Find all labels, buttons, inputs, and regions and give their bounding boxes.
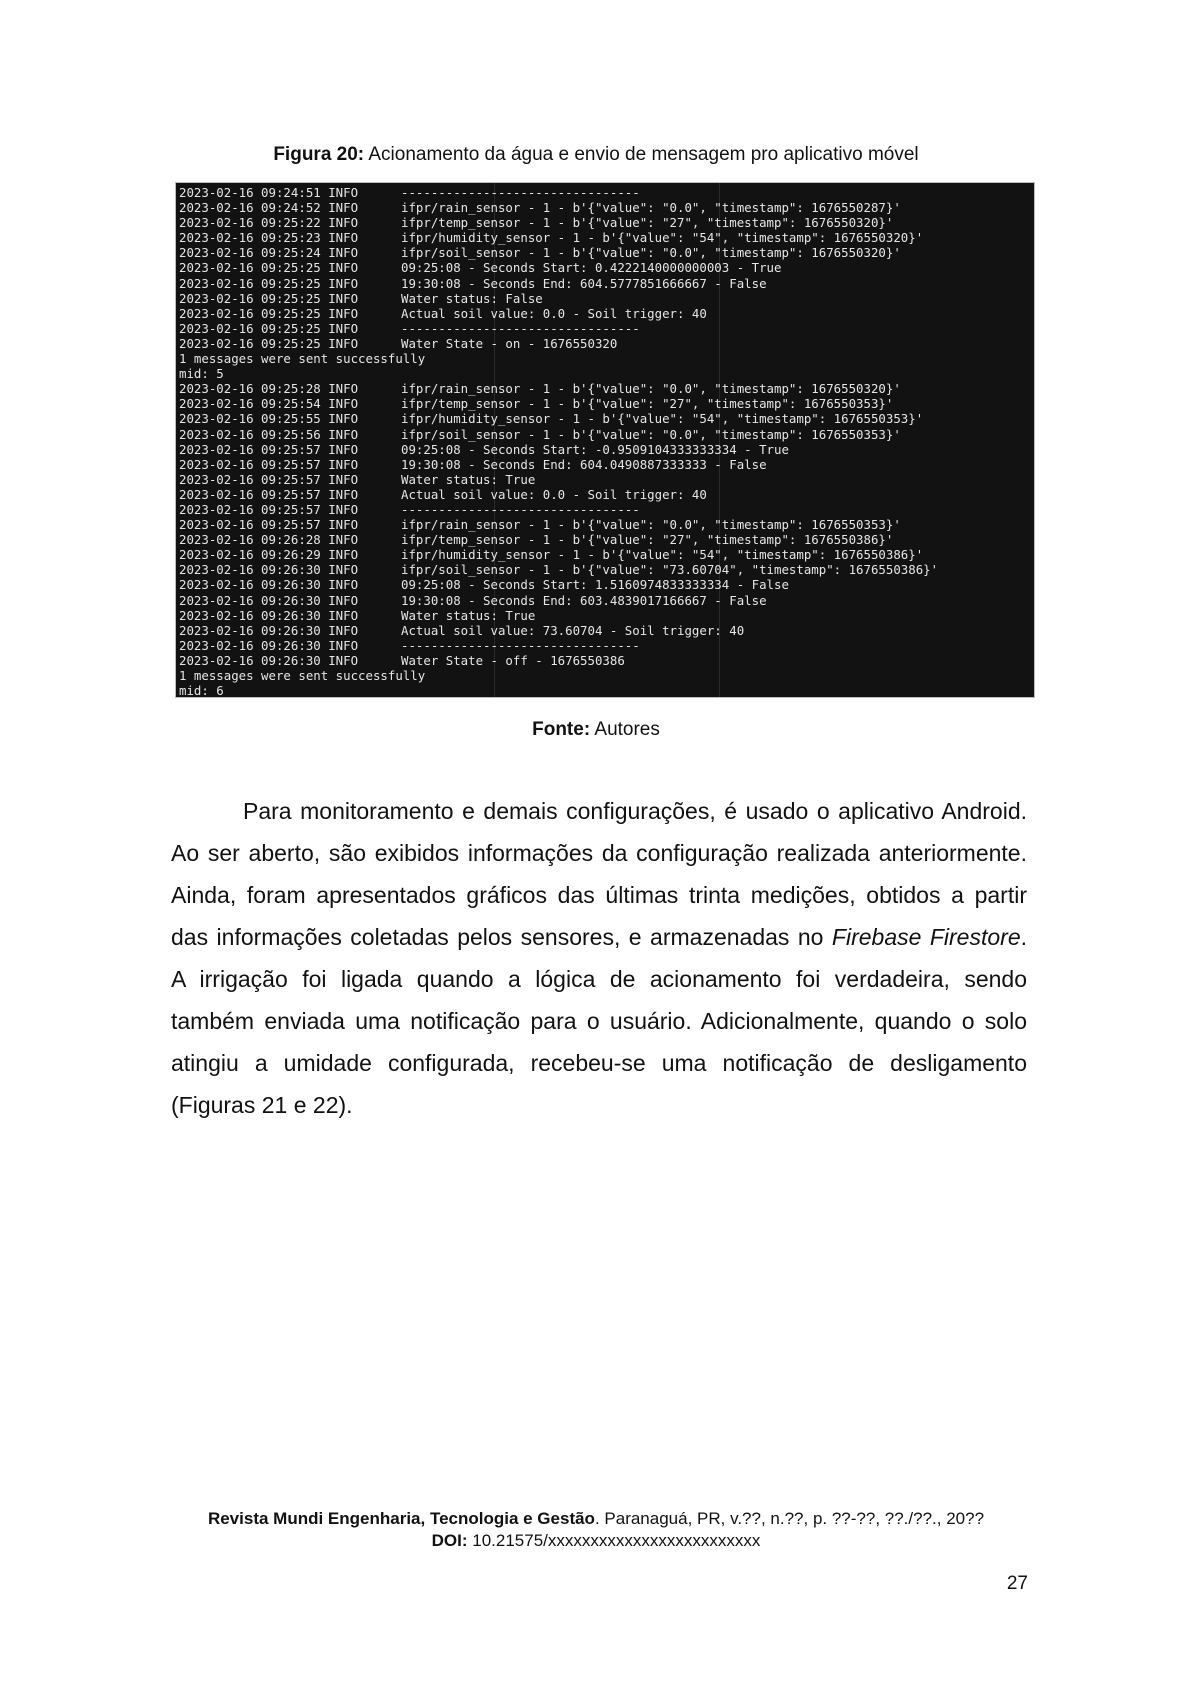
log-timestamp: 2023-02-16 09:26:28 INFO <box>179 532 359 548</box>
log-timestamp: 2023-02-16 09:25:55 INFO <box>179 411 359 427</box>
source-label: Fonte: <box>532 719 591 740</box>
terminal-screenshot <box>175 182 1035 698</box>
log-message: ifpr/humidity_sensor - 1 - b'{"value": "54", "timestamp": 1676550353}' <box>401 411 924 427</box>
log-message: ifpr/temp_sensor - 1 - b'{"value": "27", "timestamp": 1676550320}' <box>401 215 894 231</box>
terminal-line <box>179 562 938 577</box>
log-message: 19:30:08 - Seconds End: 604.5777851666667 - False <box>401 275 767 291</box>
log-message: Actual soil value: 0.0 - Soil trigger: 40 <box>401 486 707 502</box>
log-message: ifpr/humidity_sensor - 1 - b'{"value": "54", "timestamp": 1676550320}' <box>401 230 924 246</box>
doi-label: DOI: <box>431 1531 468 1550</box>
terminal-line <box>179 683 938 698</box>
log-message: 1 messages were sent successfully <box>179 668 426 683</box>
terminal-line <box>179 593 938 608</box>
figure-caption <box>0 143 1192 167</box>
log-message: ifpr/rain_sensor - 1 - b'{"value": "0.0", "timestamp": 1676550353}' <box>401 517 901 533</box>
terminal-line <box>179 396 938 411</box>
log-message: -------------------------------- <box>401 637 640 653</box>
log-message: Actual soil value: 0.0 - Soil trigger: 40 <box>401 305 707 321</box>
body-part2: . A irrigação foi ligada quando a lógica de acionamento foi verdadeira, sendo também enviada uma notificação para o usuário. Adicionalmente, quando o solo atingiu a umidade configurada, recebeu-se uma notificação de desligamento (Figuras 21 e 22). <box>171 924 1027 1118</box>
terminal-line <box>179 638 938 653</box>
log-message: mid: 6 <box>179 683 224 698</box>
body-paragraph <box>171 790 1027 1126</box>
source-value: Autores <box>594 719 660 740</box>
body-italic: Firebase Firestore <box>831 924 1021 950</box>
terminal-line <box>179 185 938 200</box>
log-timestamp: 2023-02-16 09:25:57 INFO <box>179 441 359 457</box>
log-timestamp: 2023-02-16 09:26:30 INFO <box>179 577 359 593</box>
log-timestamp: 2023-02-16 09:25:25 INFO <box>179 320 359 336</box>
log-message: Water status: False <box>401 290 543 306</box>
terminal-line <box>179 366 938 381</box>
log-message: ifpr/temp_sensor - 1 - b'{"value": "27", "timestamp": 1676550353}' <box>401 396 894 412</box>
terminal-line <box>179 502 938 517</box>
log-timestamp: 2023-02-16 09:25:23 INFO <box>179 230 359 246</box>
terminal-log <box>179 185 938 698</box>
log-message: ifpr/soil_sensor - 1 - b'{"value": "73.60704", "timestamp": 1676550386}' <box>401 562 939 578</box>
log-timestamp: 2023-02-16 09:25:28 INFO <box>179 381 359 397</box>
terminal-line <box>179 351 938 366</box>
page-number: 27 <box>1006 1573 1028 1594</box>
terminal-line <box>179 215 938 230</box>
terminal-line <box>179 336 938 351</box>
log-message: 09:25:08 - Seconds Start: -0.9509104333333334 - True <box>401 441 789 457</box>
log-message: ifpr/humidity_sensor - 1 - b'{"value": "54", "timestamp": 1676550386}' <box>401 547 924 563</box>
terminal-line <box>179 442 938 457</box>
terminal-line <box>179 457 938 472</box>
log-timestamp: 2023-02-16 09:25:57 INFO <box>179 486 359 502</box>
log-message: -------------------------------- <box>401 320 640 336</box>
terminal-line <box>179 200 938 215</box>
log-message: -------------------------------- <box>401 501 640 517</box>
log-message: ifpr/soil_sensor - 1 - b'{"value": "0.0", "timestamp": 1676550353}' <box>401 426 901 442</box>
log-timestamp: 2023-02-16 09:25:57 INFO <box>179 471 359 487</box>
terminal-line <box>179 245 938 260</box>
log-timestamp: 2023-02-16 09:25:25 INFO <box>179 260 359 276</box>
log-message: Water State - off - 1676550386 <box>401 652 625 668</box>
terminal-line <box>179 472 938 487</box>
log-message: mid: 5 <box>179 366 224 382</box>
log-timestamp: 2023-02-16 09:25:57 INFO <box>179 517 359 533</box>
body-part1: Para monitoramento e demais configurações, é usado o aplicativo Android. Ao ser aberto, são exibidos informações da configuração realizada anteriormente. Ainda, foram apresentados gráficos das últimas trinta medições, obtidos a partir das informações coletadas pelos sensores, e armazenadas no <box>171 798 1027 950</box>
log-timestamp: 2023-02-16 09:26:29 INFO <box>179 547 359 563</box>
log-timestamp: 2023-02-16 09:24:52 INFO <box>179 200 359 216</box>
terminal-line <box>179 653 938 668</box>
terminal-line <box>179 381 938 396</box>
log-message: Actual soil value: 73.60704 - Soil trigger: 40 <box>401 622 745 638</box>
log-message: Water status: True <box>401 471 536 487</box>
log-message: 19:30:08 - Seconds End: 604.0490887333333 - False <box>401 456 767 472</box>
terminal-line <box>179 532 938 547</box>
terminal-line <box>179 577 938 592</box>
log-timestamp: 2023-02-16 09:25:25 INFO <box>179 290 359 306</box>
log-message: ifpr/soil_sensor - 1 - b'{"value": "0.0", "timestamp": 1676550320}' <box>401 245 901 261</box>
log-timestamp: 2023-02-16 09:26:30 INFO <box>179 607 359 623</box>
log-timestamp: 2023-02-16 09:25:56 INFO <box>179 426 359 442</box>
log-timestamp: 2023-02-16 09:26:30 INFO <box>179 652 359 668</box>
terminal-line <box>179 517 938 532</box>
log-timestamp: 2023-02-16 09:25:25 INFO <box>179 275 359 291</box>
terminal-line <box>179 623 938 638</box>
terminal-line <box>179 608 938 623</box>
log-timestamp: 2023-02-16 09:25:54 INFO <box>179 396 359 412</box>
journal-citation: . Paranaguá, PR, v.??, n.??, p. ??-??, ??./??., 20?? <box>594 1509 985 1528</box>
log-timestamp: 2023-02-16 09:24:51 INFO <box>179 185 359 200</box>
terminal-line <box>179 547 938 562</box>
terminal-line <box>179 321 938 336</box>
log-timestamp: 2023-02-16 09:26:30 INFO <box>179 637 359 653</box>
terminal-line <box>179 291 938 306</box>
journal-name: Revista Mundi Engenharia, Tecnologia e Gestão <box>207 1509 595 1528</box>
figure-label: Figura 20: <box>273 144 365 165</box>
terminal-line <box>179 411 938 426</box>
log-timestamp: 2023-02-16 09:25:57 INFO <box>179 456 359 472</box>
log-message: Water State - on - 1676550320 <box>401 335 618 351</box>
doi-value: 10.21575/xxxxxxxxxxxxxxxxxxxxxxxxx <box>467 1531 761 1550</box>
log-timestamp: 2023-02-16 09:25:25 INFO <box>179 305 359 321</box>
terminal-line <box>179 276 938 291</box>
log-timestamp: 2023-02-16 09:25:24 INFO <box>179 245 359 261</box>
terminal-line <box>179 487 938 502</box>
log-message: ifpr/rain_sensor - 1 - b'{"value": "0.0", "timestamp": 1676550287}' <box>401 200 901 216</box>
log-message: ifpr/temp_sensor - 1 - b'{"value": "27", "timestamp": 1676550386}' <box>401 532 894 548</box>
terminal-line <box>179 427 938 442</box>
log-timestamp: 2023-02-16 09:25:57 INFO <box>179 501 359 517</box>
log-message: 09:25:08 - Seconds Start: 0.4222140000000003 - True <box>401 260 782 276</box>
log-message: -------------------------------- <box>401 185 640 200</box>
log-message: 09:25:08 - Seconds Start: 1.5160974833333334 - False <box>401 577 789 593</box>
terminal-line <box>179 306 938 321</box>
terminal-line <box>179 260 938 275</box>
log-message: 1 messages were sent successfully <box>179 351 426 367</box>
log-message: Water status: True <box>401 607 536 623</box>
terminal-line <box>179 668 938 683</box>
figure-source <box>0 718 1192 742</box>
log-timestamp: 2023-02-16 09:25:25 INFO <box>179 335 359 351</box>
log-message: ifpr/rain_sensor - 1 - b'{"value": "0.0", "timestamp": 1676550320}' <box>401 381 901 397</box>
terminal-line <box>179 230 938 245</box>
log-timestamp: 2023-02-16 09:25:22 INFO <box>179 215 359 231</box>
log-timestamp: 2023-02-16 09:26:30 INFO <box>179 592 359 608</box>
footer <box>0 1508 1192 1552</box>
log-message: 19:30:08 - Seconds End: 603.4839017166667 - False <box>401 592 767 608</box>
figure-caption-text: Acionamento da água e envio de mensagem pro aplicativo móvel <box>368 144 919 165</box>
log-timestamp: 2023-02-16 09:26:30 INFO <box>179 562 359 578</box>
log-timestamp: 2023-02-16 09:26:30 INFO <box>179 622 359 638</box>
